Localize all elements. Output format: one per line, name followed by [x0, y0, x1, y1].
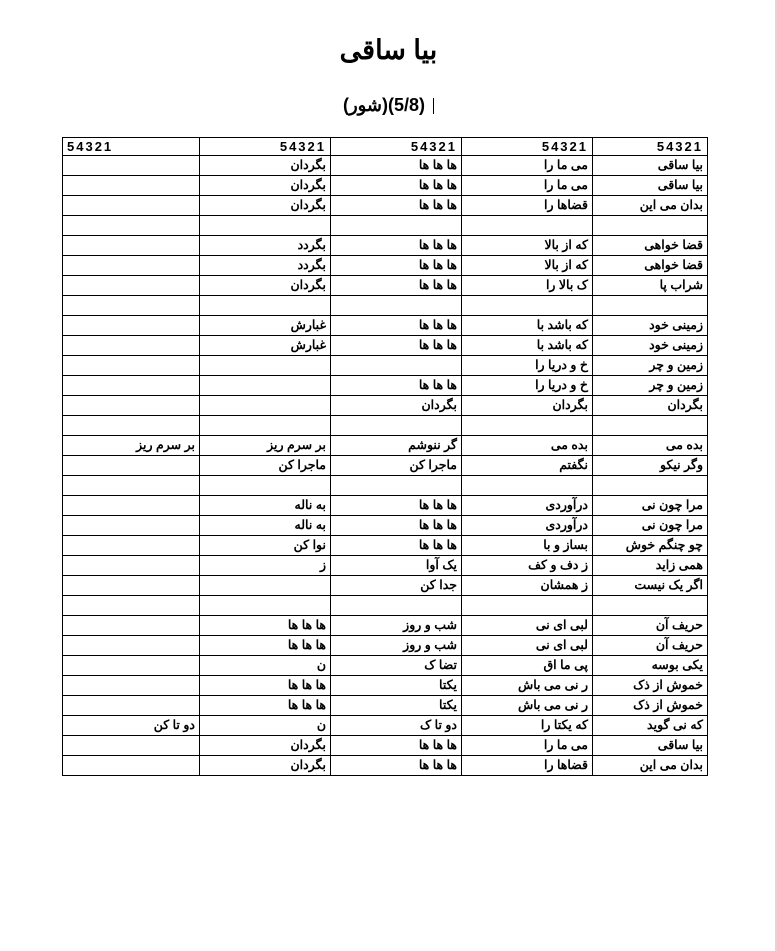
lyric-cell [63, 516, 200, 536]
lyric-row [63, 516, 708, 536]
header-cell: 54321 [63, 138, 200, 156]
lyric-cell: دو تا ک [331, 716, 462, 736]
lyric-cell [63, 316, 200, 336]
lyric-cell [331, 476, 462, 496]
text-cursor [433, 98, 434, 114]
lyric-row [63, 436, 708, 456]
lyric-row [63, 736, 708, 756]
lyric-cell [462, 476, 593, 496]
lyric-cell: همی زاید [593, 556, 708, 576]
lyric-cell: ماجرا کن [331, 456, 462, 476]
lyric-cell: ها ها ها [331, 256, 462, 276]
lyric-cell [63, 196, 200, 216]
lyric-row [63, 176, 708, 196]
lyric-cell: بده می [593, 436, 708, 456]
lyric-cell: زمینی خود [593, 336, 708, 356]
lyric-cell [200, 596, 331, 616]
lyric-cell [63, 176, 200, 196]
lyric-cell: یکتا [331, 676, 462, 696]
lyric-row [63, 536, 708, 556]
lyric-cell [63, 156, 200, 176]
header-cell: 54321 [331, 138, 462, 156]
lyric-cell: بگردان [200, 156, 331, 176]
lyric-cell: زمینی خود [593, 316, 708, 336]
lyric-row [63, 636, 708, 656]
lyric-cell [462, 216, 593, 236]
lyric-cell [593, 296, 708, 316]
lyric-cell: که از بالا [462, 256, 593, 276]
lyric-cell: ن [200, 656, 331, 676]
lyric-cell: ها ها ها [331, 176, 462, 196]
lyric-cell: ها ها ها [331, 736, 462, 756]
lyric-row [63, 256, 708, 276]
lyric-cell: که یکتا را [462, 716, 593, 736]
lyric-cell [63, 736, 200, 756]
lyric-cell [63, 596, 200, 616]
lyric-cell: غبارش [200, 336, 331, 356]
lyric-cell: ها ها ها [200, 636, 331, 656]
lyric-cell: نگفتم [462, 456, 593, 476]
spacer-row [63, 596, 708, 616]
lyric-cell: شب و روز [331, 636, 462, 656]
lyric-cell [200, 216, 331, 236]
page-title: بیا ساقی [339, 35, 438, 65]
spacer-row [63, 476, 708, 496]
lyric-cell: بگردان [462, 396, 593, 416]
lyric-cell: شراب پا [593, 276, 708, 296]
lyric-cell: بگردد [200, 236, 331, 256]
lyric-cell: غبارش [200, 316, 331, 336]
lyric-cell: می ما را [462, 176, 593, 196]
lyric-cell [63, 676, 200, 696]
lyric-cell: ها ها ها [331, 316, 462, 336]
lyric-row [63, 756, 708, 776]
lyric-cell: بگردان [200, 756, 331, 776]
lyric-cell [462, 596, 593, 616]
lyric-cell [63, 656, 200, 676]
lyric-cell: لبی ای نی [462, 636, 593, 656]
lyric-cell [593, 596, 708, 616]
lyric-cell: خموش از ذک [593, 696, 708, 716]
header-cell: 54321 [593, 138, 708, 156]
lyric-row [63, 156, 708, 176]
lyric-cell [593, 216, 708, 236]
lyric-row [63, 236, 708, 256]
lyric-cell: ن [200, 716, 331, 736]
lyric-cell: که باشد با [462, 316, 593, 336]
lyric-cell [63, 696, 200, 716]
lyric-row [63, 316, 708, 336]
lyric-cell [63, 336, 200, 356]
lyric-cell: بگردان [200, 276, 331, 296]
lyric-cell: ها ها ها [331, 196, 462, 216]
lyric-cell: بگردان [593, 396, 708, 416]
lyric-row [63, 576, 708, 596]
lyric-cell [63, 476, 200, 496]
lyric-cell: ها ها ها [200, 616, 331, 636]
lyric-row [63, 696, 708, 716]
lyric-cell [331, 356, 462, 376]
lyric-cell: وگر نیکو [593, 456, 708, 476]
lyric-cell: بیا ساقی [593, 176, 708, 196]
lyric-cell [63, 296, 200, 316]
lyric-cell: یکی بوسه [593, 656, 708, 676]
lyric-cell: ها ها ها [331, 516, 462, 536]
lyric-row [63, 196, 708, 216]
lyric-cell: تضا ک [331, 656, 462, 676]
lyric-cell: ز همشان [462, 576, 593, 596]
lyric-row [63, 656, 708, 676]
lyric-cell: نوا کن [200, 536, 331, 556]
lyric-cell: ها ها ها [331, 236, 462, 256]
lyric-cell: قضاها را [462, 756, 593, 776]
spacer-row [63, 296, 708, 316]
lyric-cell: به ناله [200, 496, 331, 516]
lyric-cell [63, 416, 200, 436]
lyric-cell: دو تا کن [63, 716, 200, 736]
lyrics-table-body [63, 138, 708, 776]
lyric-cell: بگردان [200, 176, 331, 196]
header-row [63, 138, 708, 156]
lyric-cell: درآوردی [462, 496, 593, 516]
lyric-cell [200, 376, 331, 396]
lyric-cell: ها ها ها [331, 156, 462, 176]
lyric-cell [462, 416, 593, 436]
lyric-cell: حریف آن [593, 616, 708, 636]
lyric-cell: لبی ای نی [462, 616, 593, 636]
lyric-cell [200, 476, 331, 496]
lyric-cell [63, 256, 200, 276]
lyric-cell [462, 296, 593, 316]
lyric-cell [331, 296, 462, 316]
lyric-cell: ها ها ها [331, 536, 462, 556]
lyric-row [63, 456, 708, 476]
lyric-cell: بگردد [200, 256, 331, 276]
lyric-cell: ک بالا را [462, 276, 593, 296]
lyric-cell [63, 396, 200, 416]
lyric-row [63, 396, 708, 416]
lyric-cell [63, 756, 200, 776]
lyric-cell: که باشد با [462, 336, 593, 356]
header-cell: 54321 [462, 138, 593, 156]
lyric-cell: ز [200, 556, 331, 576]
lyric-cell [200, 396, 331, 416]
lyric-row [63, 496, 708, 516]
lyric-cell: چو چنگم خوش [593, 536, 708, 556]
lyric-cell: اگر یک نیست [593, 576, 708, 596]
lyric-cell: می ما را [462, 156, 593, 176]
lyric-row [63, 356, 708, 376]
lyric-row [63, 276, 708, 296]
lyric-cell [63, 556, 200, 576]
lyric-cell: بگردان [200, 736, 331, 756]
lyric-cell: که از بالا [462, 236, 593, 256]
lyric-cell: ها ها ها [331, 336, 462, 356]
lyric-cell: مرا چون نی [593, 496, 708, 516]
lyric-cell [200, 296, 331, 316]
lyric-cell [200, 416, 331, 436]
spacer-row [63, 416, 708, 436]
lyric-cell [63, 216, 200, 236]
lyric-cell: ها ها ها [331, 376, 462, 396]
lyric-cell: خ و دریا را [462, 356, 593, 376]
lyric-cell [331, 596, 462, 616]
lyric-cell [593, 416, 708, 436]
lyric-cell: ها ها ها [200, 676, 331, 696]
lyric-cell: بگردان [200, 196, 331, 216]
lyric-cell: بر سرم ریز [200, 436, 331, 456]
lyric-cell: زمین و چر [593, 356, 708, 376]
lyric-cell: به ناله [200, 516, 331, 536]
lyric-cell: ها ها ها [331, 276, 462, 296]
lyric-cell: یکتا [331, 696, 462, 716]
lyric-cell: بدان می این [593, 196, 708, 216]
lyric-cell [593, 476, 708, 496]
lyric-cell [63, 616, 200, 636]
lyric-cell: قضا خواهی [593, 236, 708, 256]
lyric-cell [63, 636, 200, 656]
lyric-cell: قضاها را [462, 196, 593, 216]
lyric-cell: قضا خواهی [593, 256, 708, 276]
lyric-cell: بیا ساقی [593, 156, 708, 176]
lyric-cell: ز دف و کف [462, 556, 593, 576]
lyric-cell: بده می [462, 436, 593, 456]
lyric-row [63, 336, 708, 356]
lyric-cell: پی ما اق [462, 656, 593, 676]
lyrics-table [62, 137, 708, 776]
lyric-row [63, 556, 708, 576]
lyric-cell: خموش از ذک [593, 676, 708, 696]
lyric-cell: شب و روز [331, 616, 462, 636]
spacer-row [63, 216, 708, 236]
lyric-cell: جدا کن [331, 576, 462, 596]
lyric-cell [63, 356, 200, 376]
lyric-row [63, 376, 708, 396]
lyric-cell [63, 276, 200, 296]
lyric-cell [63, 456, 200, 476]
lyric-cell: که نی گوید [593, 716, 708, 736]
lyric-cell [200, 356, 331, 376]
lyric-cell: بیا ساقی [593, 736, 708, 756]
subtitle-line [0, 90, 777, 120]
lyric-cell: خ و دریا را [462, 376, 593, 396]
lyric-cell [63, 536, 200, 556]
lyric-cell [63, 376, 200, 396]
lyric-cell: می ما را [462, 736, 593, 756]
lyric-cell: گر ننوشم [331, 436, 462, 456]
lyric-cell: ها ها ها [331, 756, 462, 776]
lyric-cell: زمین و چر [593, 376, 708, 396]
lyric-cell: ر نی می باش [462, 696, 593, 716]
lyric-cell: یک آوا [331, 556, 462, 576]
lyric-cell: درآوردی [462, 516, 593, 536]
lyric-cell: ر نی می باش [462, 676, 593, 696]
lyric-cell [331, 416, 462, 436]
lyric-cell [200, 576, 331, 596]
header-cell: 54321 [200, 138, 331, 156]
lyric-cell [63, 576, 200, 596]
lyric-cell: بدان می این [593, 756, 708, 776]
lyric-cell [331, 216, 462, 236]
lyric-cell: ها ها ها [200, 696, 331, 716]
lyric-cell: بر سرم ریز [63, 436, 200, 456]
lyric-cell [63, 236, 200, 256]
lyric-row [63, 616, 708, 636]
lyric-row [63, 676, 708, 696]
lyric-cell: مرا چون نی [593, 516, 708, 536]
subtitle-text: (شور)(5/8) [342, 95, 426, 115]
lyric-cell: بگردان [331, 396, 462, 416]
lyric-cell: ماجرا کن [200, 456, 331, 476]
lyric-row [63, 716, 708, 736]
lyric-cell: ها ها ها [331, 496, 462, 516]
lyric-cell [63, 496, 200, 516]
lyric-cell: حریف آن [593, 636, 708, 656]
lyric-cell: بساز و با [462, 536, 593, 556]
